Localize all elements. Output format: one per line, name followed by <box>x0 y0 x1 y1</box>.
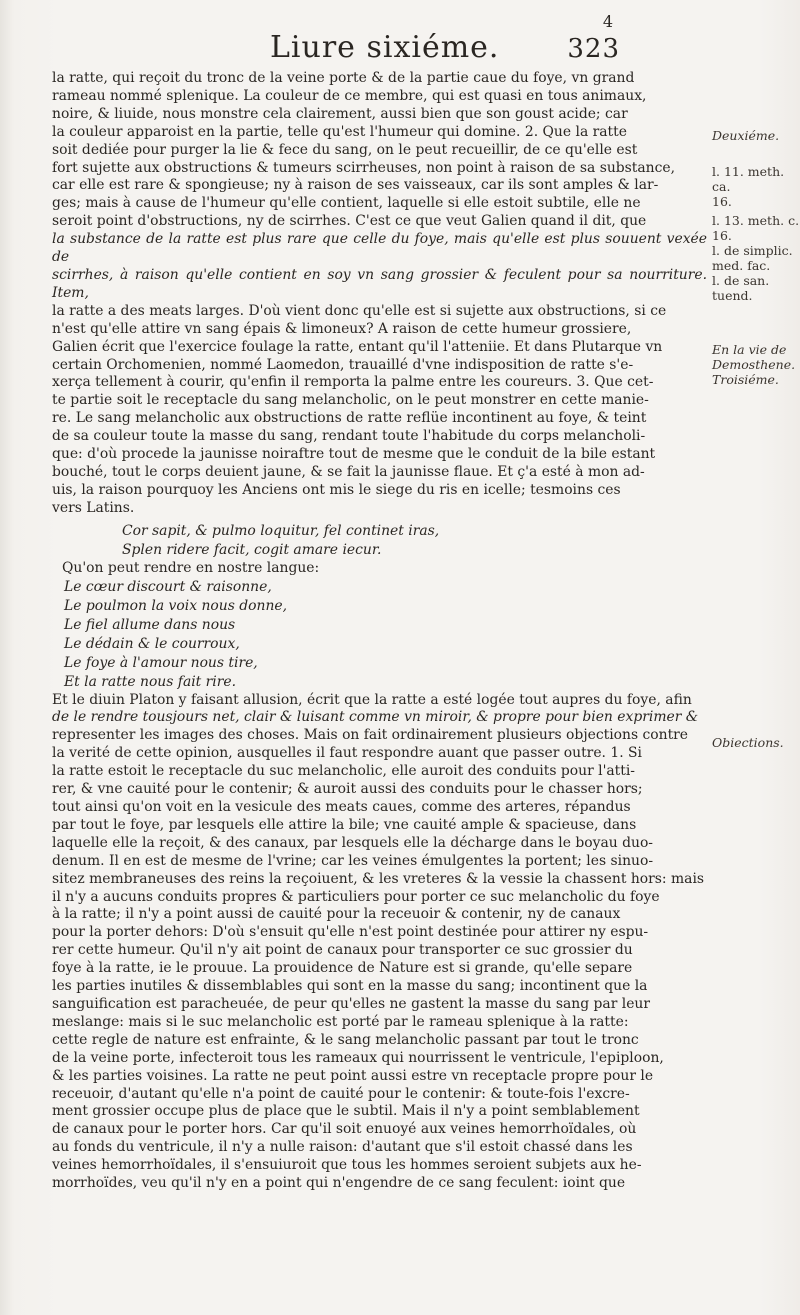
margin-ref-line: 16. <box>712 194 732 209</box>
margin-note-label: En la vie de <box>712 342 787 357</box>
margin-ref-line: tuend. <box>712 288 753 303</box>
line: la ratte, qui reçoit du tronc de la veine porte & de la partie caue du foye, vn grand <box>52 70 635 86</box>
margin-note <box>712 735 800 750</box>
line: sitez membraneuses des reins la reçoiuent, & les vreteres & la vessie la chassent hors: mais <box>52 870 705 887</box>
latin-verse <box>122 522 707 560</box>
line: laquelle elle la reçoit, & des canaux, par lesquels elle la décharge dans le boyau duo- <box>52 834 653 851</box>
margin-ref-line: l. 11. meth. ca. <box>712 164 785 194</box>
verse-line: Le cœur discourt & raisonne, <box>64 578 272 595</box>
line: par tout le foye, par lesquels elle attire la bile; vne cauité ample & spacieuse, dans <box>52 816 637 833</box>
line: te partie soit le receptacle du sang melancholic, on le peut monstrer en cette manie- <box>52 392 649 409</box>
margin-note <box>712 342 800 387</box>
line: noire, & liuide, nous monstre cela clairement, aussi bien que son goust acide; car <box>52 105 628 122</box>
line: vers Latins. <box>52 499 135 516</box>
margin-note-label: Demosthene. <box>712 357 796 372</box>
margin-note-label: Obiections. <box>712 735 784 750</box>
margin-reference <box>712 213 800 303</box>
line: & les parties voisines. La ratte ne peut point aussi estre vn receptacle propre pour le <box>52 1067 654 1084</box>
line: Galien écrit que l'exercice foulage la ratte, entant qu'il l'atteniie. Et dans Plutarque vn <box>52 338 663 355</box>
line: receuoir, d'autant qu'elle n'a point de cauité pour le contenir: & toute-fois l'excre- <box>52 1085 630 1102</box>
line: ges; mais à cause de l'humeur qu'elle contient, laquelle si elle estoit subtile, elle ne <box>52 195 641 212</box>
verse-line: Le poulmon la voix nous donne, <box>64 597 288 614</box>
line: seroit point d'obstructions, ny de scirrhes. C'est ce que veut Galien quand il dit, que <box>52 213 647 230</box>
line: les parties inutiles & dissemblables qui sont en la masse du sang; incontinent que la <box>52 978 648 995</box>
line: n'est qu'elle attire vn sang épais & limoneux? A raison de cette humeur grossiere, <box>52 320 632 337</box>
margin-ref-line: l. de simplic. <box>712 243 793 258</box>
line: à la ratte; il n'y a point aussi de cauité pour la receuoir & contenir, ny de canaux <box>52 906 621 923</box>
running-header <box>240 12 620 70</box>
margin-ref-line: 16. <box>712 228 732 243</box>
line: rameau nommé splenique. La couleur de ce membre, qui est quasi en tous animaux, <box>52 87 647 104</box>
page-number: 323 <box>567 34 620 64</box>
verse-line: Le fiel allume dans nous <box>64 616 236 633</box>
line: bouché, tout le corps deuient jaune, & se fait la jaunisse flaue. Et ç'a esté à mon ad- <box>52 463 645 480</box>
verse-line: Le foye à l'amour nous tire, <box>64 654 258 671</box>
verse-line: Cor sapit, & pulmo loquitur, fel continet iras, <box>122 522 440 539</box>
margin-note <box>712 128 800 143</box>
line: de sa couleur toute la masse du sang, rendant toute l'habitude du corps melancholi- <box>52 428 646 445</box>
line: il n'y a aucuns conduits propres & particuliers pour porter ce suc melancholic du foye <box>52 888 660 905</box>
line: denum. Il en est de mesme de l'vrine; car les veines émulgentes la portent; les sinuo- <box>52 852 654 869</box>
line: la ratte a des meats larges. D'où vient donc qu'elle est si sujette aux obstructions, si ce <box>52 302 667 319</box>
line-italic: scirrhes, à raison qu'elle contient en soy vn sang grossier & feculent pour sa nourriture. Item, <box>52 266 707 301</box>
line: sanguification est paracheuée, de peur qu'elles ne gastent la masse du sang par leur <box>52 995 650 1012</box>
line-italic: de le rendre tousjours net, clair & luisant comme vn miroir, & propre pour bien exprimer & <box>52 709 699 726</box>
verse-line: Le dédain & le courroux, <box>64 635 240 652</box>
line: de canaux pour le porter hors. Car qu'il soit enuoyé aux veines hemorrhoïdales, où <box>52 1121 637 1138</box>
line: veines hemorrhoïdales, il s'ensuiuroit que tous les hommes seroient subjets aux he- <box>52 1157 642 1174</box>
main-text <box>52 70 707 1193</box>
verse-line: Et la ratte nous fait rire. <box>64 673 237 690</box>
verse-intro: Qu'on peut rendre en nostre langue: <box>62 559 320 576</box>
line-italic: la substance de la ratte est plus rare que celle du foye, mais qu'elle est plus souuent vexée de <box>52 231 707 266</box>
line: la couleur apparoist en la partie, telle qu'est l'humeur qui domine. 2. Que la ratte <box>52 123 627 140</box>
margin-note-label: Troisiéme. <box>712 372 779 387</box>
margin-ref-line: l. 13. meth. c. <box>712 213 800 228</box>
verse-line: Splen ridere facit, cogit amare iecur. <box>122 541 382 558</box>
line: certain Orchomenien, nommé Laomedon, trauaillé d'vne indisposition de ratte s'e- <box>52 356 634 373</box>
line: rer, & vne cauité pour le contenir; & auroit aussi des conduits pour le chasser hors; <box>52 781 643 798</box>
line: morrhoïdes, veu qu'il n'y en a point qui n'engendre de ce sang feculent: ioint que <box>52 1175 626 1192</box>
line: pour la porter dehors: D'où s'ensuit qu'elle n'est point destinée pour attirer ny espu- <box>52 924 649 941</box>
margin-ref-line: med. fac. <box>712 258 771 273</box>
running-title: Liure sixiéme. <box>270 30 500 65</box>
line: re. Le sang melancholic aux obstructions de ratte reflüe incontinent au foye, & teint <box>52 410 647 427</box>
line: car elle est rare & spongieuse; ny à raison de ses vaisseaux, car ils sont amples & lar- <box>52 177 659 194</box>
line: uis, la raison pourquoy les Anciens ont mis le siege du ris en icelle; tesmoins ces <box>52 481 621 498</box>
line: de la veine porte, infecteroit tous les rameaux qui nourrissent le ventricule, l'epiploon, <box>52 1049 664 1066</box>
margin-reference <box>712 164 800 209</box>
french-verse <box>64 578 707 692</box>
line: xerça tellement à courir, qu'enfin il remporta la palme entre les coureurs. 3. Que cet- <box>52 374 654 391</box>
line: la ratte estoit le receptacle du suc melancholic, elle auroit des conduits pour l'atti- <box>52 763 635 780</box>
line: que: d'où procede la jaunisse noiraftre tout de mesme que le conduit de la bile estant <box>52 446 656 463</box>
line: representer les images des choses. Mais on fait ordinairement plusieurs objections contre <box>52 727 689 744</box>
signature-mark: 4 <box>602 12 614 31</box>
line: tout ainsi qu'on voit en la vesicule des meats caues, comme des arteres, répandus <box>52 799 631 815</box>
margin-ref-line: l. de san. <box>712 273 770 288</box>
line: fort sujette aux obstructions & tumeurs scirrheuses, non point à raison de sa substance, <box>52 159 676 176</box>
line: soit dediée pour purger la lie & fece du sang, on le peut recueillir, de ce qu'elle est <box>52 141 638 158</box>
line: Et le diuin Platon y faisant allusion, écrit que la ratte a esté logée tout aupres du foye, afin <box>52 691 692 708</box>
margin-note-label: Deuxiéme. <box>712 128 780 143</box>
line: cette regle de nature est enfrainte, & le sang melancholic passant par tout le tronc <box>52 1031 639 1048</box>
line: la verité de cette opinion, ausquelles il faut respondre auant que passer outre. 1. Si <box>52 745 642 762</box>
line: ment grossier occupe plus de place que le subtil. Mais il n'y a point semblablement <box>52 1103 640 1120</box>
line: foye à la ratte, ie le prouue. La prouidence de Nature est si grande, qu'elle separe <box>52 960 633 977</box>
line: meslange: mais si le suc melancholic est porté par le rameau splenique à la ratte: <box>52 1013 629 1030</box>
line: au fonds du ventricule, il n'y a nulle raison: d'autant que s'il estoit chassé dans les <box>52 1139 633 1156</box>
line: rer cette humeur. Qu'il n'y ait point de canaux pour transporter ce suc grossier du <box>52 942 633 959</box>
